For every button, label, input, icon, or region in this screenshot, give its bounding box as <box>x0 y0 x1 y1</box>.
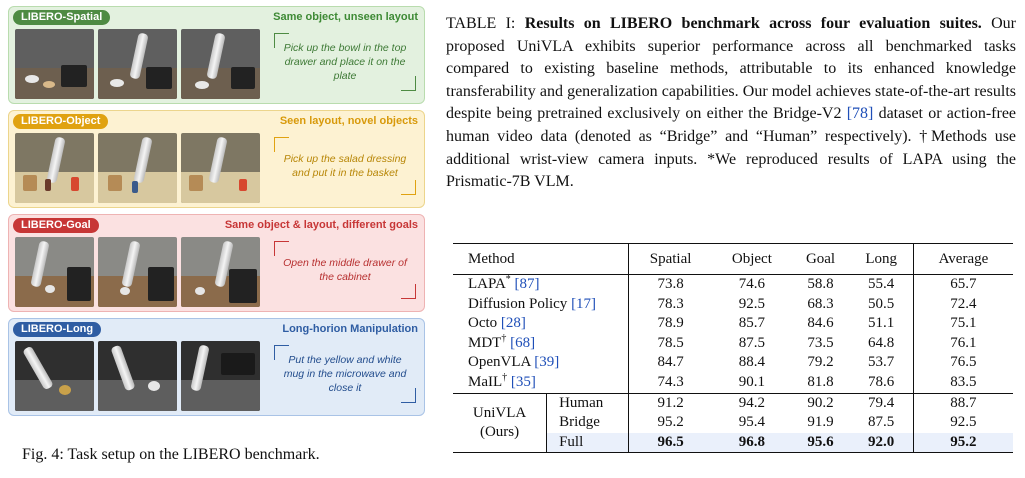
scene-frame <box>98 29 177 99</box>
suite-description: Seen layout, novel objects <box>279 115 418 127</box>
task-instruction: Open the middle drawer of the cabinet <box>274 241 416 299</box>
score-cell: 81.8 <box>807 373 834 390</box>
score-cell: 79.2 <box>807 354 834 371</box>
score-cell: 76.5 <box>950 354 977 371</box>
suite-description: Long-horion Manipulation <box>282 323 418 335</box>
table-row <box>453 295 1013 315</box>
score-cell: 65.7 <box>950 276 977 292</box>
method-name: MDT <box>468 334 502 351</box>
citation-link[interactable]: [78] <box>846 105 874 123</box>
table-row <box>453 275 1013 295</box>
variant-name: Full <box>547 433 629 453</box>
suite-description: Same object & layout, different goals <box>224 219 418 231</box>
suite-tag: LIBERO-Object <box>13 114 108 129</box>
method-superscript: † <box>502 371 508 383</box>
caption-footnote: †Methods use additional wrist-view camera inputs. *We reproduced results of LAPA using the Prismatic-7B VLM. <box>446 127 1017 191</box>
suite-panel-object <box>8 110 425 208</box>
score-cell: 90.1 <box>738 373 766 390</box>
scene-frame <box>15 341 94 411</box>
score-cell: 78.3 <box>657 295 684 312</box>
table-row <box>453 314 1013 334</box>
scene-frame <box>181 341 260 411</box>
scene-frame <box>15 237 94 307</box>
score-cell: 74.6 <box>738 276 766 292</box>
variant-name: Human <box>547 393 629 413</box>
figure-caption: Fig. 4: Task setup on the LIBERO benchmark. <box>22 446 320 463</box>
score-cell: 90.2 <box>792 393 850 413</box>
score-cell: 83.5 <box>950 373 977 390</box>
score-cell: 75.1 <box>950 315 977 332</box>
method-superscript: † <box>501 332 507 344</box>
score-cell: 92.5 <box>950 414 977 431</box>
score-cell: 64.8 <box>849 334 913 354</box>
score-cell: 73.5 <box>807 334 834 351</box>
task-instruction: Put the yellow and white mug in the microwave and close it <box>274 345 416 403</box>
table-label: TABLE I: <box>446 15 516 32</box>
header-goal: Goal <box>805 251 836 267</box>
method-name: MaIL <box>468 373 503 390</box>
score-cell: 58.8 <box>807 276 834 292</box>
score-cell: 84.6 <box>807 315 834 332</box>
score-cell: 87.5 <box>849 413 913 433</box>
header-object: Object <box>731 251 772 267</box>
suite-tag: LIBERO-Goal <box>13 218 99 233</box>
score-cell: 88.7 <box>913 393 1013 413</box>
score-cell: 95.6 <box>792 433 850 453</box>
score-cell: 76.1 <box>950 334 977 351</box>
score-cell: 79.4 <box>849 393 913 413</box>
citation-link[interactable]: [87] <box>514 276 540 292</box>
score-cell: 94.2 <box>712 393 791 413</box>
suite-description: Same object, unseen layout <box>273 11 418 23</box>
suite-panel-goal <box>8 214 425 312</box>
header-average: Average <box>938 251 989 267</box>
table-title: Results on LIBERO benchmark across four evaluation suites. <box>524 15 982 32</box>
score-cell: 74.3 <box>657 373 684 390</box>
scene-frame <box>181 29 260 99</box>
citation-link[interactable]: [68] <box>510 334 536 351</box>
table-caption <box>446 13 1016 194</box>
score-cell: 50.5 <box>849 295 913 315</box>
score-cell: 95.2 <box>657 414 684 431</box>
method-superscript: * <box>505 274 511 285</box>
variant-name: Bridge <box>547 413 629 433</box>
score-cell: 73.8 <box>657 276 684 292</box>
scene-frame <box>181 133 260 203</box>
method-name: LAPA <box>468 276 506 292</box>
scene-frame <box>98 237 177 307</box>
score-cell: 78.9 <box>657 315 684 332</box>
scene-frame <box>98 133 177 203</box>
suite-tag: LIBERO-Spatial <box>13 10 110 25</box>
task-instruction: Pick up the bowl in the top drawer and place it on the plate <box>274 33 416 91</box>
score-cell: 53.7 <box>849 353 913 373</box>
score-cell: 55.4 <box>849 275 913 295</box>
scene-frame <box>15 29 94 99</box>
method-cell <box>453 275 629 295</box>
scene-frame <box>181 237 260 307</box>
score-cell: 95.2 <box>913 433 1013 453</box>
score-cell: 88.4 <box>738 354 766 371</box>
header-long: Long <box>849 244 913 275</box>
citation-link[interactable]: [35] <box>510 373 536 390</box>
method-name: Octo <box>468 315 498 332</box>
score-cell: 72.4 <box>950 295 977 312</box>
method-cell <box>453 334 629 354</box>
table-row <box>453 334 1013 354</box>
frame-strip <box>15 237 260 307</box>
table-row <box>453 393 1013 413</box>
score-cell: 92.5 <box>738 295 766 312</box>
univla-method-cell <box>453 393 547 453</box>
method-cell <box>453 295 629 315</box>
citation-link[interactable]: [17] <box>571 295 597 312</box>
libero-task-figure <box>8 6 425 422</box>
table-row <box>453 353 1013 373</box>
caption-body: dataset or action-free human video data (denoted as “Bridge” and “Human” respectively). <box>446 105 1017 145</box>
score-cell: 84.7 <box>657 354 684 371</box>
results-table <box>453 243 1013 453</box>
frame-strip <box>15 341 260 411</box>
method-name: OpenVLA <box>468 354 531 371</box>
score-cell: 51.1 <box>849 314 913 334</box>
univla-name: UniVLA <box>472 404 527 421</box>
frame-strip <box>15 133 260 203</box>
header-method: Method <box>453 244 629 275</box>
score-cell: 87.5 <box>738 334 766 351</box>
score-cell: 96.5 <box>629 433 713 453</box>
scene-frame <box>15 133 94 203</box>
table-header-row <box>453 244 1013 275</box>
caption-body: Our proposed UniVLA exhibits superior performance across all benchmarked tasks compared to existing baseline methods, attributable to its enhanced knowledge transferability and generalization capabilities. Our model achieves state-of-the-art results despite being pretrained exclusively on either the Bridge-V2 <box>446 15 1017 123</box>
scene-frame <box>98 341 177 411</box>
score-cell: 85.7 <box>738 315 766 332</box>
suite-panel-long <box>8 318 425 416</box>
suite-tag: LIBERO-Long <box>13 322 101 337</box>
score-cell: 91.9 <box>807 414 834 431</box>
score-cell: 91.2 <box>629 393 713 413</box>
score-cell: 95.4 <box>738 414 766 431</box>
score-cell: 96.8 <box>712 433 791 453</box>
score-cell: 68.3 <box>807 295 834 312</box>
suite-panel-spatial <box>8 6 425 104</box>
frame-strip <box>15 29 260 99</box>
univla-rows <box>453 393 1013 453</box>
method-cell <box>453 353 629 373</box>
header-spatial: Spatial <box>649 251 692 267</box>
table-row <box>453 373 1013 393</box>
citation-link[interactable]: [39] <box>534 354 560 371</box>
score-cell: 78.6 <box>849 373 913 393</box>
task-instruction: Pick up the salad dressing and put it in the basket <box>274 137 416 195</box>
baseline-rows <box>453 275 1013 394</box>
method-name: Diffusion Policy <box>468 295 568 312</box>
method-cell <box>453 314 629 334</box>
score-cell: 92.0 <box>849 433 913 453</box>
method-cell <box>453 373 629 393</box>
score-cell: 78.5 <box>657 334 684 351</box>
univla-ours-label: (Ours) <box>479 423 520 440</box>
citation-link[interactable]: [28] <box>500 315 526 332</box>
